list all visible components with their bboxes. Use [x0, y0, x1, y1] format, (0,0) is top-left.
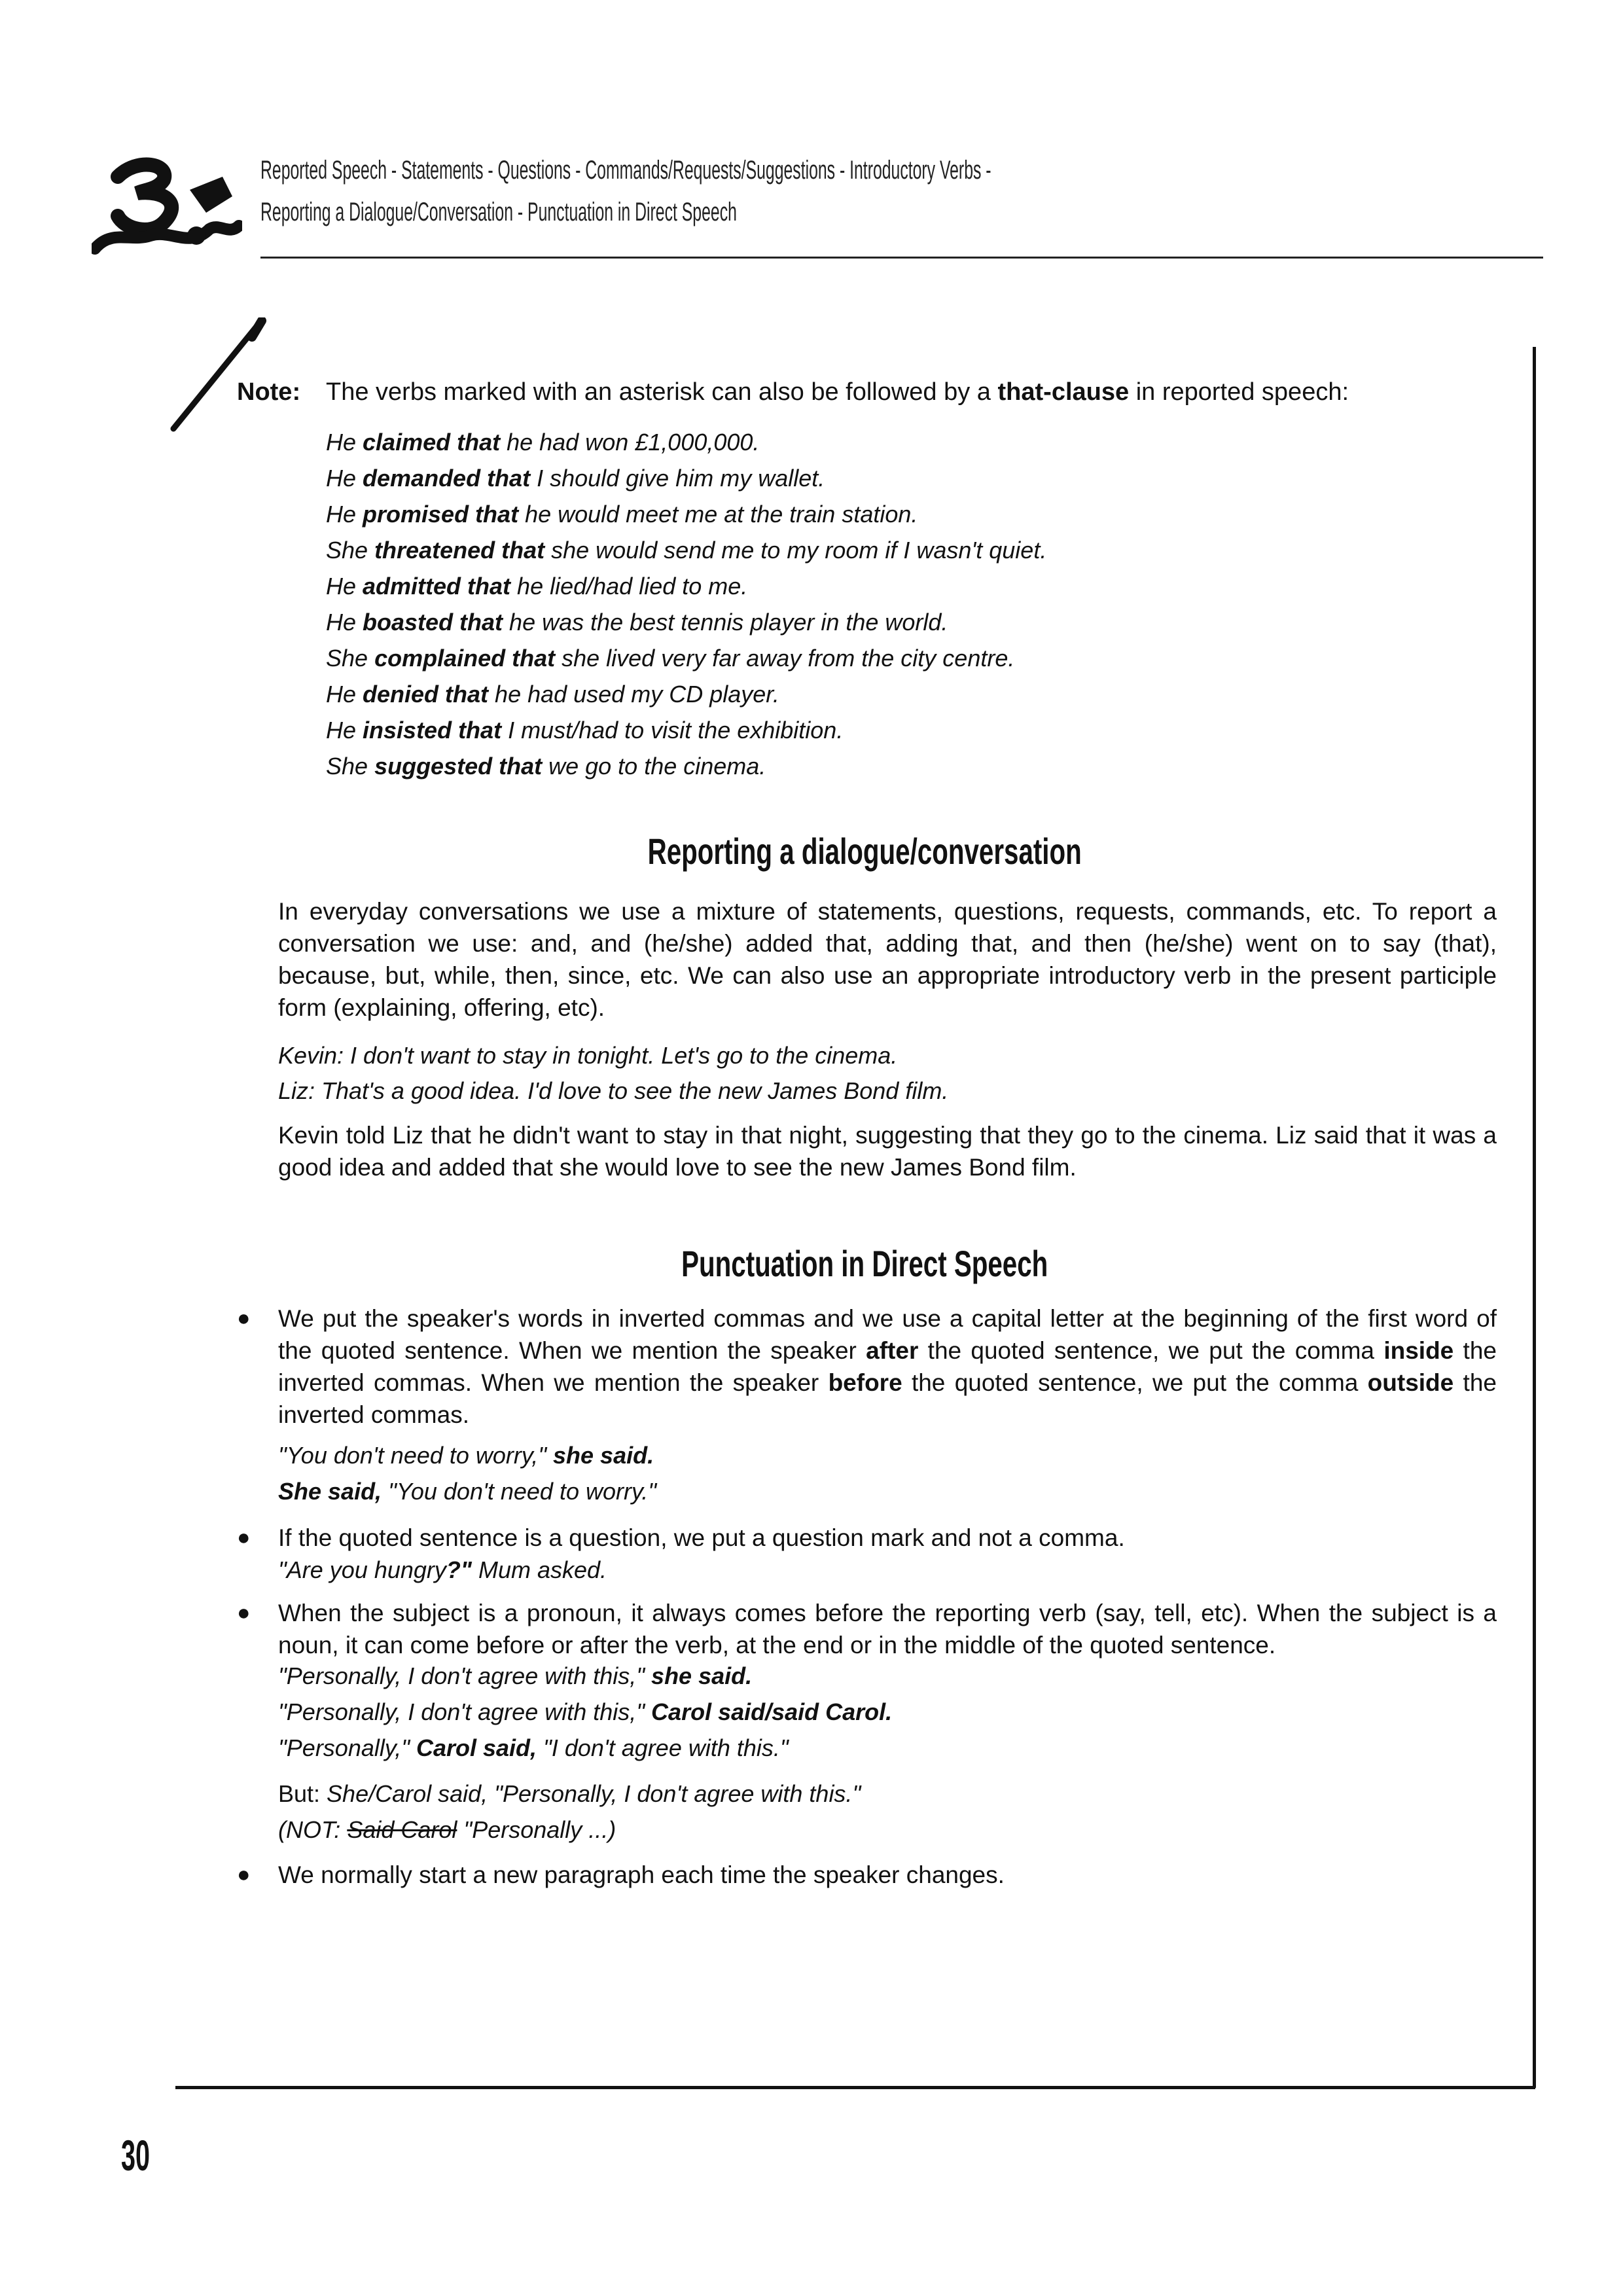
- page-frame-right: [1533, 347, 1536, 2088]
- note-example: He insisted that I must/had to visit the exhibition.: [326, 717, 844, 744]
- bullet-3-but-example: But: She/Carol said, "Personally, I don't agree with this.": [278, 1780, 861, 1807]
- bullet-icon: ●: [237, 1306, 251, 1331]
- note-example: He claimed that he had won £1,000,000.: [326, 429, 760, 456]
- note-text: The verbs marked with an asterisk can also be followed by a that-clause in reported speech:: [326, 378, 1349, 406]
- dialogue-example-liz: Liz: That's a good idea. I'd love to see the new James Bond film.: [278, 1077, 949, 1104]
- bullet-icon: ●: [237, 1600, 251, 1625]
- note-example: He denied that he had used my CD player.: [326, 681, 779, 708]
- header-divider: [260, 257, 1543, 259]
- section-title-punctuation: Punctuation in Direct Speech: [681, 1243, 1048, 1284]
- bullet-icon: ●: [237, 1862, 251, 1887]
- dialogue-intro-paragraph: In everyday conversations we use a mixture of statements, questions, requests, commands, etc. To report a conversation we use: and, and (he/she) added that, adding that, and then (he/she) went on to say (that), because, but, while, then, since, etc. We can also use an appropriate introductory verb in the present participle form (explaining, offering, etc).: [278, 898, 1497, 1021]
- bullet-3-example-2: "Personally, I don't agree with this," Carol said/said Carol.: [278, 1698, 893, 1725]
- bullet-1-text: We put the speaker's words in inverted commas and we use a capital letter at the beginning of the first word of the quoted sentence. When we mention the speaker after the quoted sentence, we put the comma inside the inverted commas. When we mention the speaker before the quoted sentence, we put the comma outside the inverted commas.: [278, 1305, 1497, 1428]
- note-examples: [326, 424, 1046, 784]
- note-example: She suggested that we go to the cinema.: [326, 753, 766, 780]
- bullet-3-example-3: "Personally," Carol said, "I don't agree with this.": [278, 1734, 789, 1761]
- note-label: Note:: [237, 378, 301, 406]
- dialogue-reported-paragraph: Kevin told Liz that he didn't want to stay in that night, suggesting that they go to the cinema. Liz said that it was a good idea and added that she would love to see the new James Bond film.: [278, 1122, 1497, 1181]
- bullet-3-text: When the subject is a pronoun, it always comes before the reporting verb (say, tell, etc). When the subject is a noun, it can come before or after the verb, at the end or in the middle of the quoted sentence.: [278, 1600, 1497, 1659]
- chapter-topics-line-2: Reporting a Dialogue/Conversation - Punctuation in Direct Speech: [260, 198, 737, 226]
- chapter-topics-line-1: Reported Speech - Statements - Questions - Commands/Requests/Suggestions - Introductory Verbs -: [260, 156, 991, 185]
- bullet-2-text: If the quoted sentence is a question, we put a question mark and not a comma.: [278, 1524, 1125, 1551]
- note-example: He boasted that he was the best tennis player in the world.: [326, 609, 948, 636]
- bullet-3-example-1: "Personally, I don't agree with this," she said.: [278, 1662, 753, 1689]
- bullet-1-example-2: She said, "You don't need to worry.": [278, 1478, 657, 1505]
- bullet-2-example: "Are you hungry?" Mum asked.: [278, 1556, 607, 1583]
- bullet-icon: ●: [237, 1525, 251, 1550]
- pen-icon: [160, 317, 272, 435]
- note-example: He promised that he would meet me at the train station.: [326, 501, 918, 528]
- bullet-1-example-1: "You don't need to worry," she said.: [278, 1442, 654, 1469]
- note-example: He demanded that I should give him my wallet.: [326, 465, 825, 492]
- note-example: She threatened that she would send me to my room if I wasn't quiet.: [326, 537, 1047, 564]
- bullet-4-text: We normally start a new paragraph each time the speaker changes.: [278, 1861, 1005, 1888]
- bullet-3-not-example: (NOT: Said Carol "Personally ...): [278, 1816, 616, 1843]
- dialogue-example-kevin: Kevin: I don't want to stay in tonight. Let's go to the cinema.: [278, 1042, 898, 1069]
- section-title-dialogue: Reporting a dialogue/conversation: [647, 831, 1082, 872]
- page-number: 30: [121, 2131, 151, 2179]
- note-example: She complained that she lived very far away from the city centre.: [326, 645, 1015, 672]
- note-example: He admitted that he lied/had lied to me.: [326, 573, 748, 600]
- page-frame-bottom: [175, 2086, 1535, 2089]
- chapter-number-logo: [92, 151, 242, 262]
